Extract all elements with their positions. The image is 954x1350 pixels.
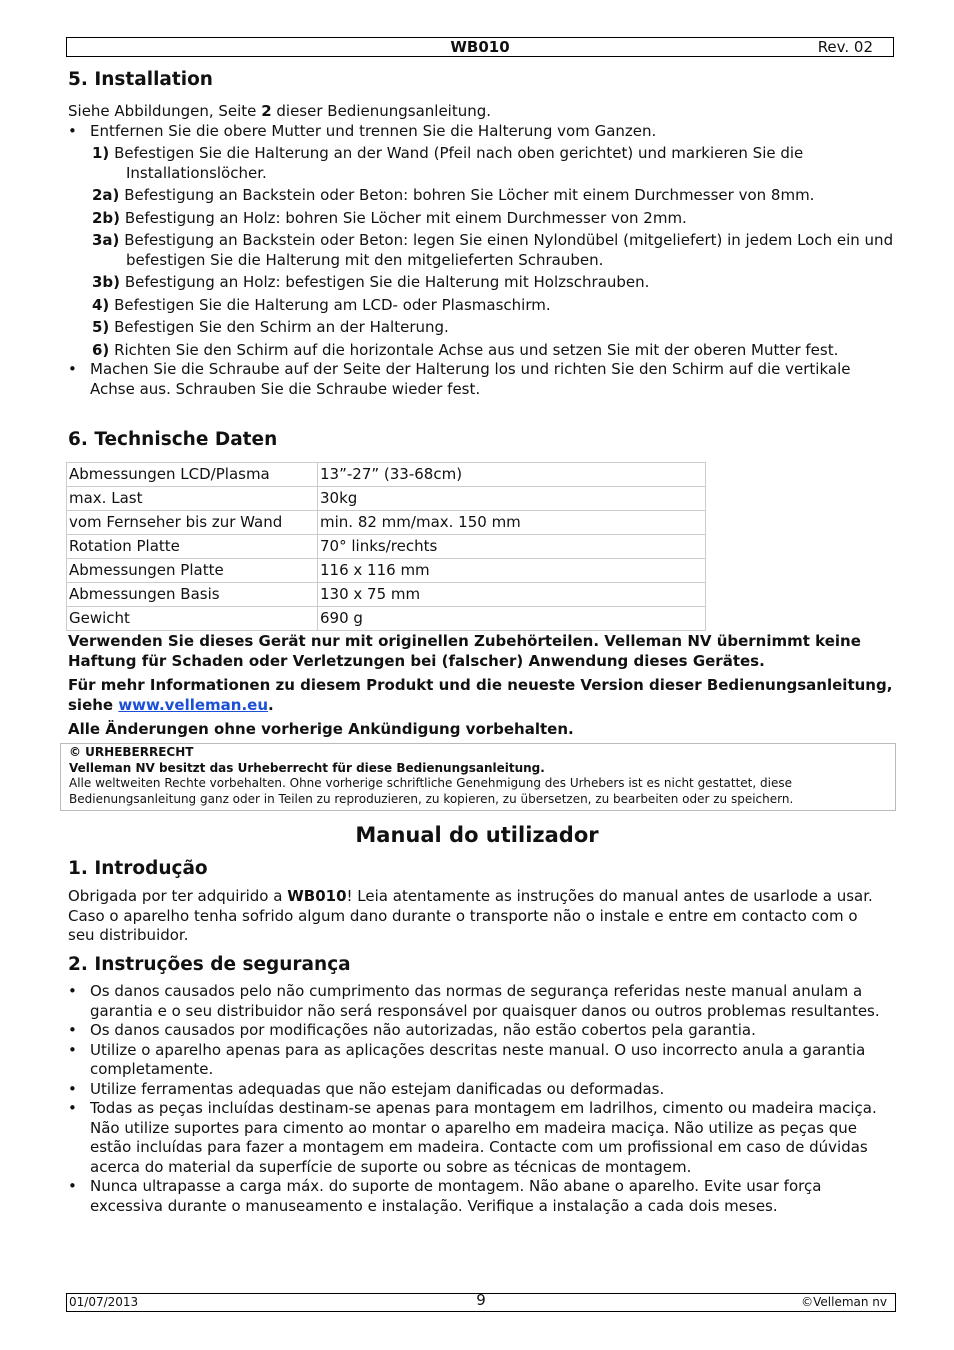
table-row: Abmessungen Basis 130 x 75 mm bbox=[67, 583, 706, 607]
copyright-title: © URHEBERRECHT bbox=[69, 745, 194, 759]
specs-table bbox=[66, 462, 706, 631]
safety-list bbox=[68, 982, 888, 1216]
step-item: 2a) Befestigung an Backstein oder Beton: bohren Sie Löcher mit einem Durchmesser von 8mm. bbox=[92, 186, 815, 204]
installation-heading: 5. Installation bbox=[68, 69, 213, 90]
table-row: Abmessungen LCD/Plasma 13”-27” (33-68cm) bbox=[67, 463, 706, 487]
list-item: • Os danos causados por modificações não autorizadas, não estão cobertos pela garantia. bbox=[68, 1021, 888, 1041]
info-note: Für mehr Informationen zu diesem Produkt und die neueste Version dieser Bedienungsanleitung, siehe www.velleman.eu. bbox=[68, 676, 893, 714]
footer-date: 01/07/2013 bbox=[69, 1295, 139, 1309]
table-row: Abmessungen Platte 116 x 116 mm bbox=[67, 559, 706, 583]
step-item: 4) Befestigen Sie die Halterung am LCD- oder Plasmaschirm. bbox=[92, 295, 551, 314]
manual-title: Manual do utilizador bbox=[355, 823, 599, 847]
list-item: • Machen Sie die Schraube auf der Seite der Halterung los und richten Sie den Schirm auf die vertikale Achse aus. Schrauben Sie die Schraube wieder fest. bbox=[68, 360, 898, 399]
intro-heading: 1. Introdução bbox=[68, 858, 208, 879]
list-item: • Nunca ultrapasse a carga máx. do suporte de montagem. Não abane o aparelho. Evite usar força excessiva durante o manuseamento e instalação. Verifique a instalação a cada dois meses. bbox=[68, 1177, 888, 1216]
specs-heading: 6. Technische Daten bbox=[68, 429, 278, 450]
installation-steps bbox=[92, 144, 898, 360]
model-number: WB010 bbox=[450, 38, 510, 56]
velleman-link[interactable]: www.velleman.eu bbox=[118, 695, 269, 714]
step-item: 3a) Befestigung an Backstein oder Beton: legen Sie einen Nylondübel (mitgeliefert) in jedem Loch ein und befestigen Sie die Halterung mit den mitgelieferten Schrauben. bbox=[92, 231, 894, 269]
warning-note: Verwenden Sie dieses Gerät nur mit originellen Zubehörteilen. Velleman NV übernimmt keine Haftung für Schaden oder Verletzungen bei (falscher) Anwendung dieses Gerätes. bbox=[68, 632, 861, 670]
installation-bullets bbox=[68, 122, 898, 142]
list-item: • Utilize ferramentas adequadas que não estejam danificadas ou deformadas. bbox=[68, 1080, 888, 1100]
copyright-box bbox=[60, 743, 896, 811]
step-item: 3b) Befestigung an Holz: befestigen Sie die Halterung mit Holzschrauben. bbox=[92, 273, 650, 291]
step-item: 6) Richten Sie den Schirm auf die horizontale Achse aus und setzen Sie mit der oberen Mutter fest. bbox=[92, 340, 839, 359]
list-item: • Os danos causados pelo não cumprimento das normas de segurança referidas neste manual anulam a garantia e o seu distribuidor não será responsável por quaisquer danos ou outros problemas resultantes. bbox=[68, 982, 888, 1021]
table-row: vom Fernseher bis zur Wand min. 82 mm/max. 150 mm bbox=[67, 511, 706, 535]
list-item: • Entfernen Sie die obere Mutter und trennen Sie die Halterung vom Ganzen. bbox=[68, 122, 898, 142]
table-row: Gewicht 690 g bbox=[67, 607, 706, 631]
step-item: 1) Befestigen Sie die Halterung an der Wand (Pfeil nach oben gerichtet) und markieren Sie die Installationslöcher. bbox=[92, 144, 804, 182]
list-item: • Utilize o aparelho apenas para as aplicações descritas neste manual. O uso incorrecto anula a garantia completamente. bbox=[68, 1041, 888, 1080]
table-row: Rotation Platte 70° links/rechts bbox=[67, 535, 706, 559]
footer-copyright: ©Velleman nv bbox=[801, 1295, 887, 1309]
step-item: 2b) Befestigung an Holz: bohren Sie Löcher mit einem Durchmesser von 2mm. bbox=[92, 208, 687, 227]
revision: Rev. 02 bbox=[817, 38, 873, 56]
step-item: 5) Befestigen Sie den Schirm an der Halterung. bbox=[92, 318, 449, 336]
table-row: max. Last 30kg bbox=[67, 487, 706, 511]
copyright-line1: Velleman NV besitzt das Urheberrecht für diese Bedienungsanleitung. bbox=[69, 760, 545, 775]
installation-section bbox=[68, 102, 898, 399]
changes-note: Alle Änderungen ohne vorherige Ankündigung vorbehalten. bbox=[68, 720, 574, 738]
installation-bullets-2 bbox=[68, 360, 898, 399]
installation-intro: Siehe Abbildungen, Seite 2 dieser Bedienungsanleitung. bbox=[68, 102, 492, 120]
page-footer bbox=[66, 1293, 896, 1312]
intro-paragraph: Obrigada por ter adquirido a WB010! Leia atentamente as instruções do manual antes de usarlode a usar. Caso o aparelho tenha sofrido algum dano durante o transporte não o instale e entre em contacto com o seu distribuidor. bbox=[68, 887, 873, 944]
copyright-line2: Alle weltweiten Rechte vorbehalten. Ohne vorherige schriftliche Genehmigung des Urhebers ist es nicht gestattet, diese Bedienungsanleitung ganz oder in Teilen zu reproduzieren, zu kopieren, zu übersetzen, zu bearbeiten oder zu speichern. bbox=[69, 776, 794, 806]
page-number: 9 bbox=[476, 1291, 486, 1309]
page-header bbox=[66, 37, 894, 57]
list-item: • Todas as peças incluídas destinam-se apenas para montagem em ladrilhos, cimento ou madeira maciça. Não utilize suportes para cimento ao montar o aparelho em madeira maciça. Não utilize as peças que estão incluídas para fazer a montagem em madeira. Contacte com um profissional em caso de dúvidas acerca do material da superfície de suporte ou sobre as técnicas de montagem. bbox=[68, 1099, 888, 1177]
safety-heading: 2. Instruções de segurança bbox=[68, 954, 351, 975]
